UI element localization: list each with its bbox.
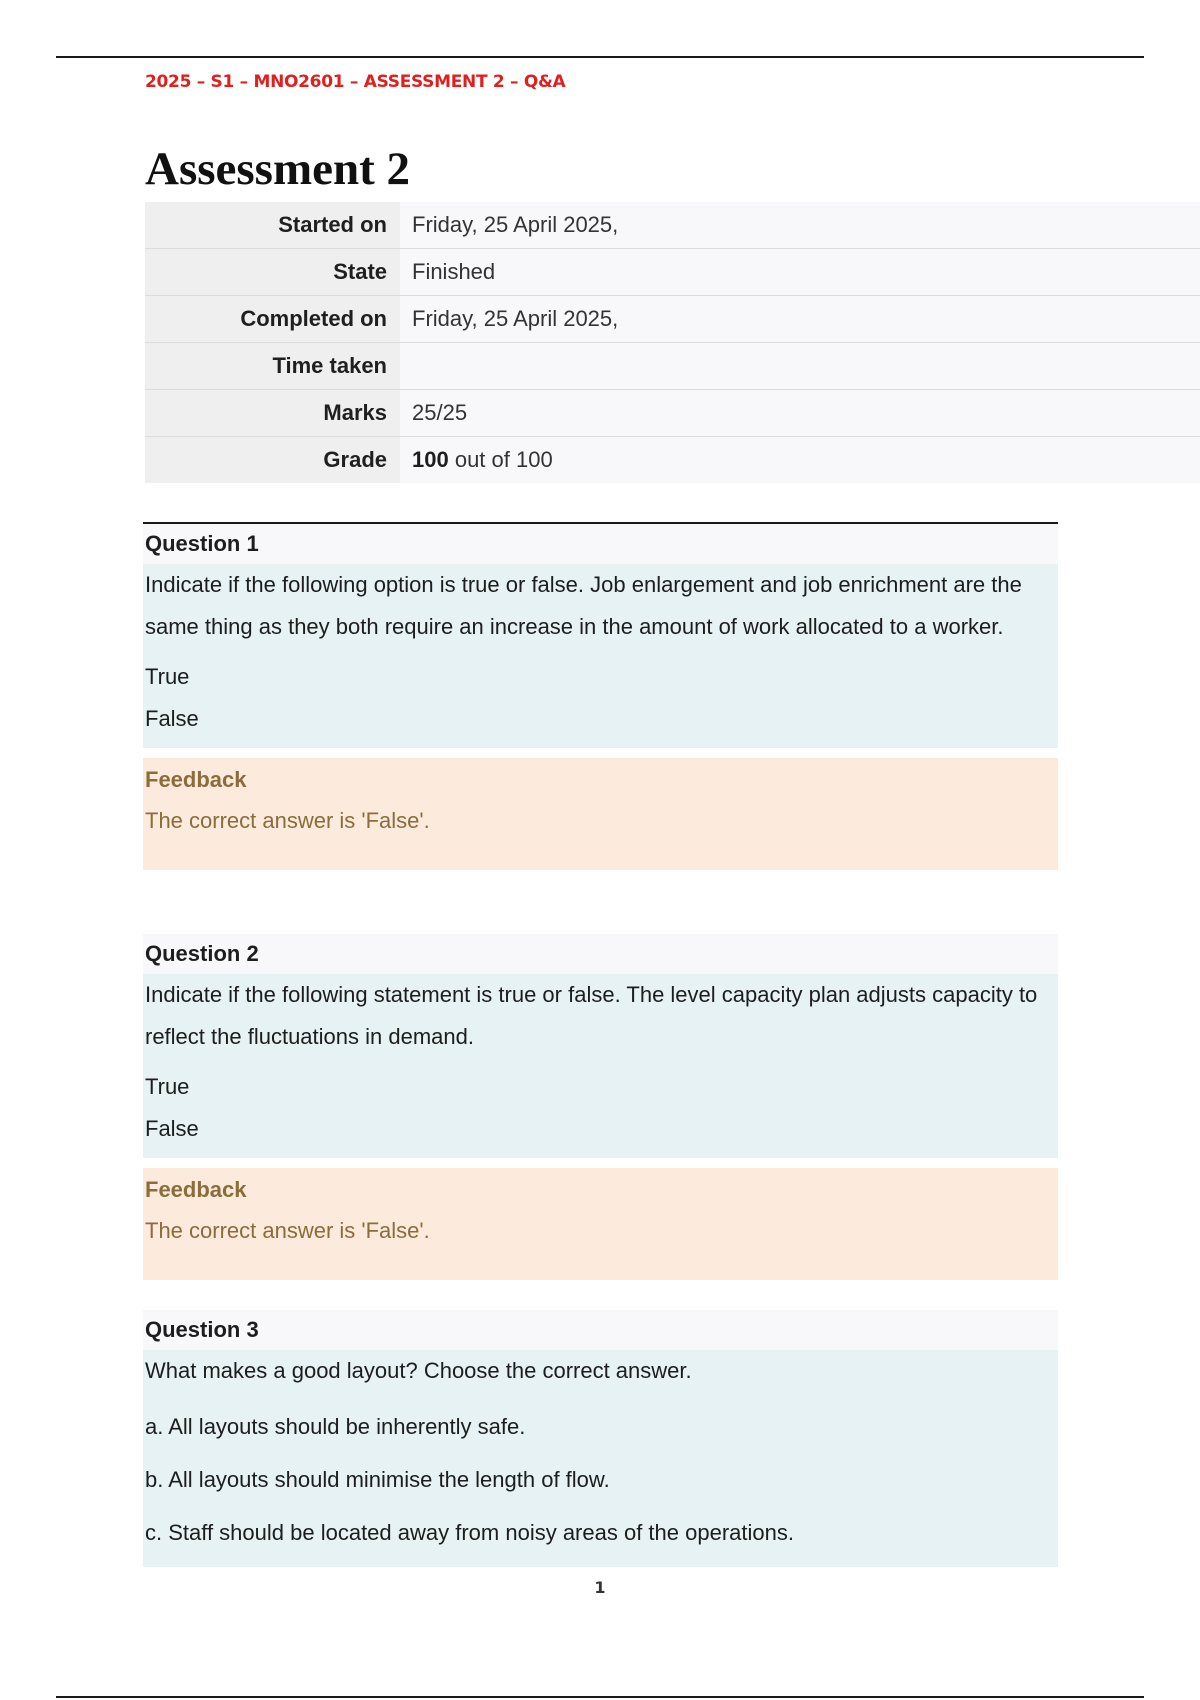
document-header: 2025 – S1 – MNO2601 – ASSESSMENT 2 – Q&A xyxy=(145,72,566,92)
summary-row-time-taken xyxy=(145,343,1200,390)
summary-row-started xyxy=(145,202,1200,249)
answer-options xyxy=(145,648,1040,748)
feedback-text: The correct answer is 'False'. xyxy=(145,808,430,833)
feedback-box xyxy=(143,758,1058,870)
question-block-1 xyxy=(143,522,1058,870)
answer-option: True xyxy=(145,664,190,689)
bottom-rule xyxy=(56,1696,1144,1698)
feedback-title: Feedback xyxy=(145,767,247,792)
summary-value: 25/25 xyxy=(400,390,1200,437)
question-block-3 xyxy=(143,1310,1058,1567)
summary-value xyxy=(400,343,1200,390)
page-title: Assessment 2 xyxy=(145,143,411,195)
summary-label: Time taken xyxy=(145,343,400,390)
question-heading: Question 1 xyxy=(143,524,1058,564)
top-rule xyxy=(56,56,1144,58)
page-number: 1 xyxy=(594,1578,606,1597)
question-content xyxy=(143,974,1058,1158)
summary-value: Friday, 25 April 2025, xyxy=(400,296,1200,343)
summary-value: Friday, 25 April 2025, xyxy=(400,202,1200,249)
summary-label: Grade xyxy=(145,437,400,484)
summary-value xyxy=(400,437,1200,484)
question-text: Indicate if the following statement is true or false. The level capacity plan adjusts capacity to reflect the fluctuations in demand. xyxy=(145,982,1038,1049)
answer-options xyxy=(145,1058,1040,1158)
question-content xyxy=(143,564,1058,748)
summary-row-grade xyxy=(145,437,1200,484)
answer-option: False xyxy=(145,706,199,731)
question-text: Indicate if the following option is true or false. Job enlargement and job enrichment are the same thing as they both require an increase in the amount of work allocated to a worker. xyxy=(145,572,1022,639)
answer-options xyxy=(145,1392,1040,1567)
grade-score: 100 xyxy=(412,447,449,472)
summary-value: Finished xyxy=(400,249,1200,296)
summary-label: Completed on xyxy=(145,296,400,343)
summary-label: State xyxy=(145,249,400,296)
answer-option: a. All layouts should be inherently safe. xyxy=(145,1414,526,1439)
feedback-text: The correct answer is 'False'. xyxy=(145,1218,430,1243)
question-text: What makes a good layout? Choose the correct answer. xyxy=(145,1358,692,1383)
question-heading: Question 2 xyxy=(143,934,1058,974)
grade-total: out of 100 xyxy=(448,447,553,472)
answer-option: False xyxy=(145,1116,199,1141)
summary-row-state xyxy=(145,249,1200,296)
feedback-box xyxy=(143,1168,1058,1280)
question-block-2 xyxy=(143,934,1058,1280)
answer-option: c. Staff should be located away from noisy areas of the operations. xyxy=(145,1520,794,1545)
summary-row-completed xyxy=(145,296,1200,343)
summary-label: Marks xyxy=(145,390,400,437)
attempt-summary-table xyxy=(145,202,1200,483)
question-heading: Question 3 xyxy=(143,1310,1058,1350)
question-content xyxy=(143,1350,1058,1567)
answer-option: True xyxy=(145,1074,190,1099)
feedback-title: Feedback xyxy=(145,1177,247,1202)
answer-option: b. All layouts should minimise the length of flow. xyxy=(145,1467,610,1492)
summary-row-marks xyxy=(145,390,1200,437)
summary-label: Started on xyxy=(145,202,400,249)
